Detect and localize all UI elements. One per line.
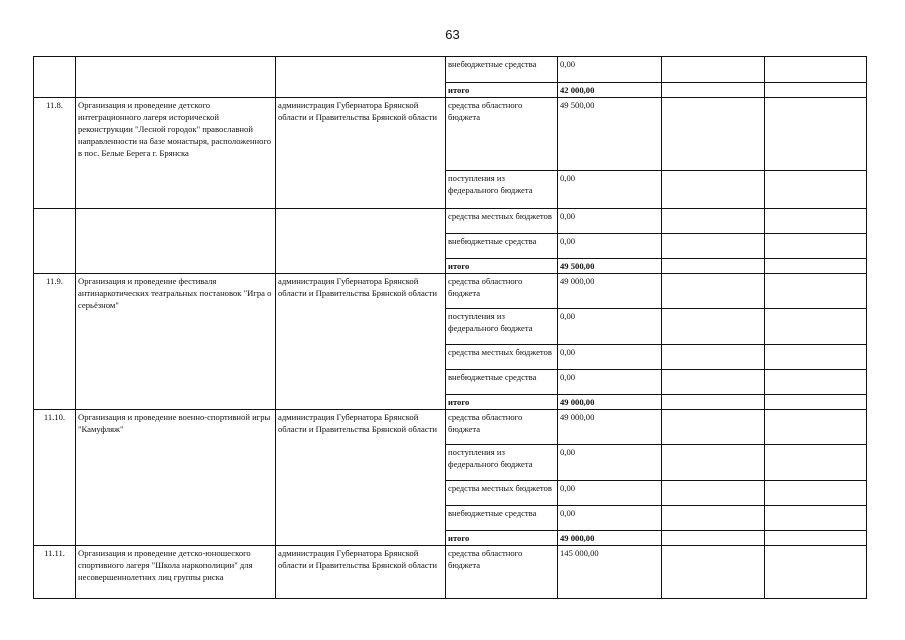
measure-executor: администрация Губернатора Брянской области и Правительства Брянской области [276,98,446,209]
funding-source-cell: внебюджетные средства [446,234,558,259]
empty-cell [662,531,765,546]
measure-executor: администрация Губернатора Брянской области и Правительства Брянской области [276,410,446,546]
empty-cell [765,274,867,309]
funding-source-cell: внебюджетные средства [446,370,558,395]
measure-executor: администрация Губернатора Брянской области и Правительства Брянской области [276,546,446,599]
total-amount-cell: 42 000,00 [558,83,662,98]
funding-source-cell: поступления из федерального бюджета [446,309,558,345]
empty-cell [765,57,867,83]
amount-cell: 49 000,00 [558,274,662,309]
measure-name-cell [76,209,276,274]
table-row [34,57,867,83]
total-label-cell: итого [446,259,558,274]
empty-cell [662,395,765,410]
empty-cell [662,234,765,259]
total-label-cell: итого [446,395,558,410]
funding-source-cell: средства областного бюджета [446,410,558,445]
funding-source-cell: средства местных бюджетов [446,481,558,506]
table-row [34,274,867,309]
empty-cell [765,546,867,599]
funding-source-cell: средства областного бюджета [446,274,558,309]
table-row [34,546,867,599]
empty-cell [662,57,765,83]
empty-cell [765,506,867,531]
empty-cell [662,259,765,274]
measure-name: Организация и проведение детского интеграционного лагеря исторической реконструкции "Лесной городок" православной направленности на базе монастыря, расположенного в пос. Белые Берега г. Брянска [76,98,276,209]
measure-name: Организация и проведение детско-юношеского спортивного лагеря "Школа наркополиции" для несовершеннолетних лиц группы риска [76,546,276,599]
empty-cell [765,445,867,481]
empty-cell [765,171,867,209]
executor-cell [276,57,446,98]
empty-cell [765,309,867,345]
amount-cell: 0,00 [558,506,662,531]
amount-cell: 0,00 [558,209,662,234]
amount-cell: 0,00 [558,481,662,506]
empty-cell [765,370,867,395]
total-label-cell: итого [446,83,558,98]
table-row [34,410,867,445]
total-amount-cell: 49 000,00 [558,531,662,546]
total-amount-cell: 49 000,00 [558,395,662,410]
amount-cell: 0,00 [558,309,662,345]
empty-cell [662,410,765,445]
empty-cell [765,481,867,506]
empty-cell [662,83,765,98]
measure-number: 11.8. [34,98,76,209]
empty-cell [765,98,867,171]
measure-name: Организация и проведение фестиваля антинаркотических театральных постановок "Игра о серьёзном" [76,274,276,410]
empty-cell [765,345,867,370]
measure-name-cell [76,57,276,98]
amount-cell: 145 000,00 [558,546,662,599]
total-amount-cell: 49 500,00 [558,259,662,274]
empty-cell [765,531,867,546]
funding-source-cell: средства местных бюджетов [446,345,558,370]
funding-source-cell: внебюджетные средства [446,57,558,83]
amount-cell: 0,00 [558,370,662,395]
funding-source-cell: поступления из федерального бюджета [446,445,558,481]
funding-source-cell: внебюджетные средства [446,506,558,531]
table-row [34,209,867,234]
table-row [34,98,867,171]
funding-source-cell: средства областного бюджета [446,98,558,171]
total-label-cell: итого [446,531,558,546]
measure-executor: администрация Губернатора Брянской области и Правительства Брянской области [276,274,446,410]
empty-cell [765,234,867,259]
measure-number: 11.10. [34,410,76,546]
amount-cell: 0,00 [558,171,662,209]
amount-cell: 49 500,00 [558,98,662,171]
empty-cell [765,395,867,410]
empty-cell [662,445,765,481]
funding-source-cell: средства местных бюджетов [446,209,558,234]
executor-cell [276,209,446,274]
empty-cell [662,345,765,370]
measure-number: 11.9. [34,274,76,410]
funding-source-cell: средства областного бюджета [446,546,558,599]
empty-cell [765,259,867,274]
amount-cell: 0,00 [558,445,662,481]
empty-cell [662,209,765,234]
empty-cell [662,171,765,209]
empty-cell [662,370,765,395]
measure-name: Организация и проведение военно-спортивной игры "Камуфляж" [76,410,276,546]
amount-cell: 0,00 [558,345,662,370]
empty-cell [662,506,765,531]
num-cell [34,209,76,274]
amount-cell: 0,00 [558,234,662,259]
empty-cell [765,410,867,445]
empty-cell [662,309,765,345]
amount-cell: 49 000,00 [558,410,662,445]
funding-source-cell: поступления из федерального бюджета [446,171,558,209]
empty-cell [765,83,867,98]
empty-cell [765,209,867,234]
empty-cell [662,481,765,506]
empty-cell [662,546,765,599]
empty-cell [662,98,765,171]
empty-cell [662,274,765,309]
measure-number: 11.11. [34,546,76,599]
budget-table [33,56,867,599]
page-number: 63 [445,27,460,42]
amount-cell: 0,00 [558,57,662,83]
num-cell [34,57,76,98]
